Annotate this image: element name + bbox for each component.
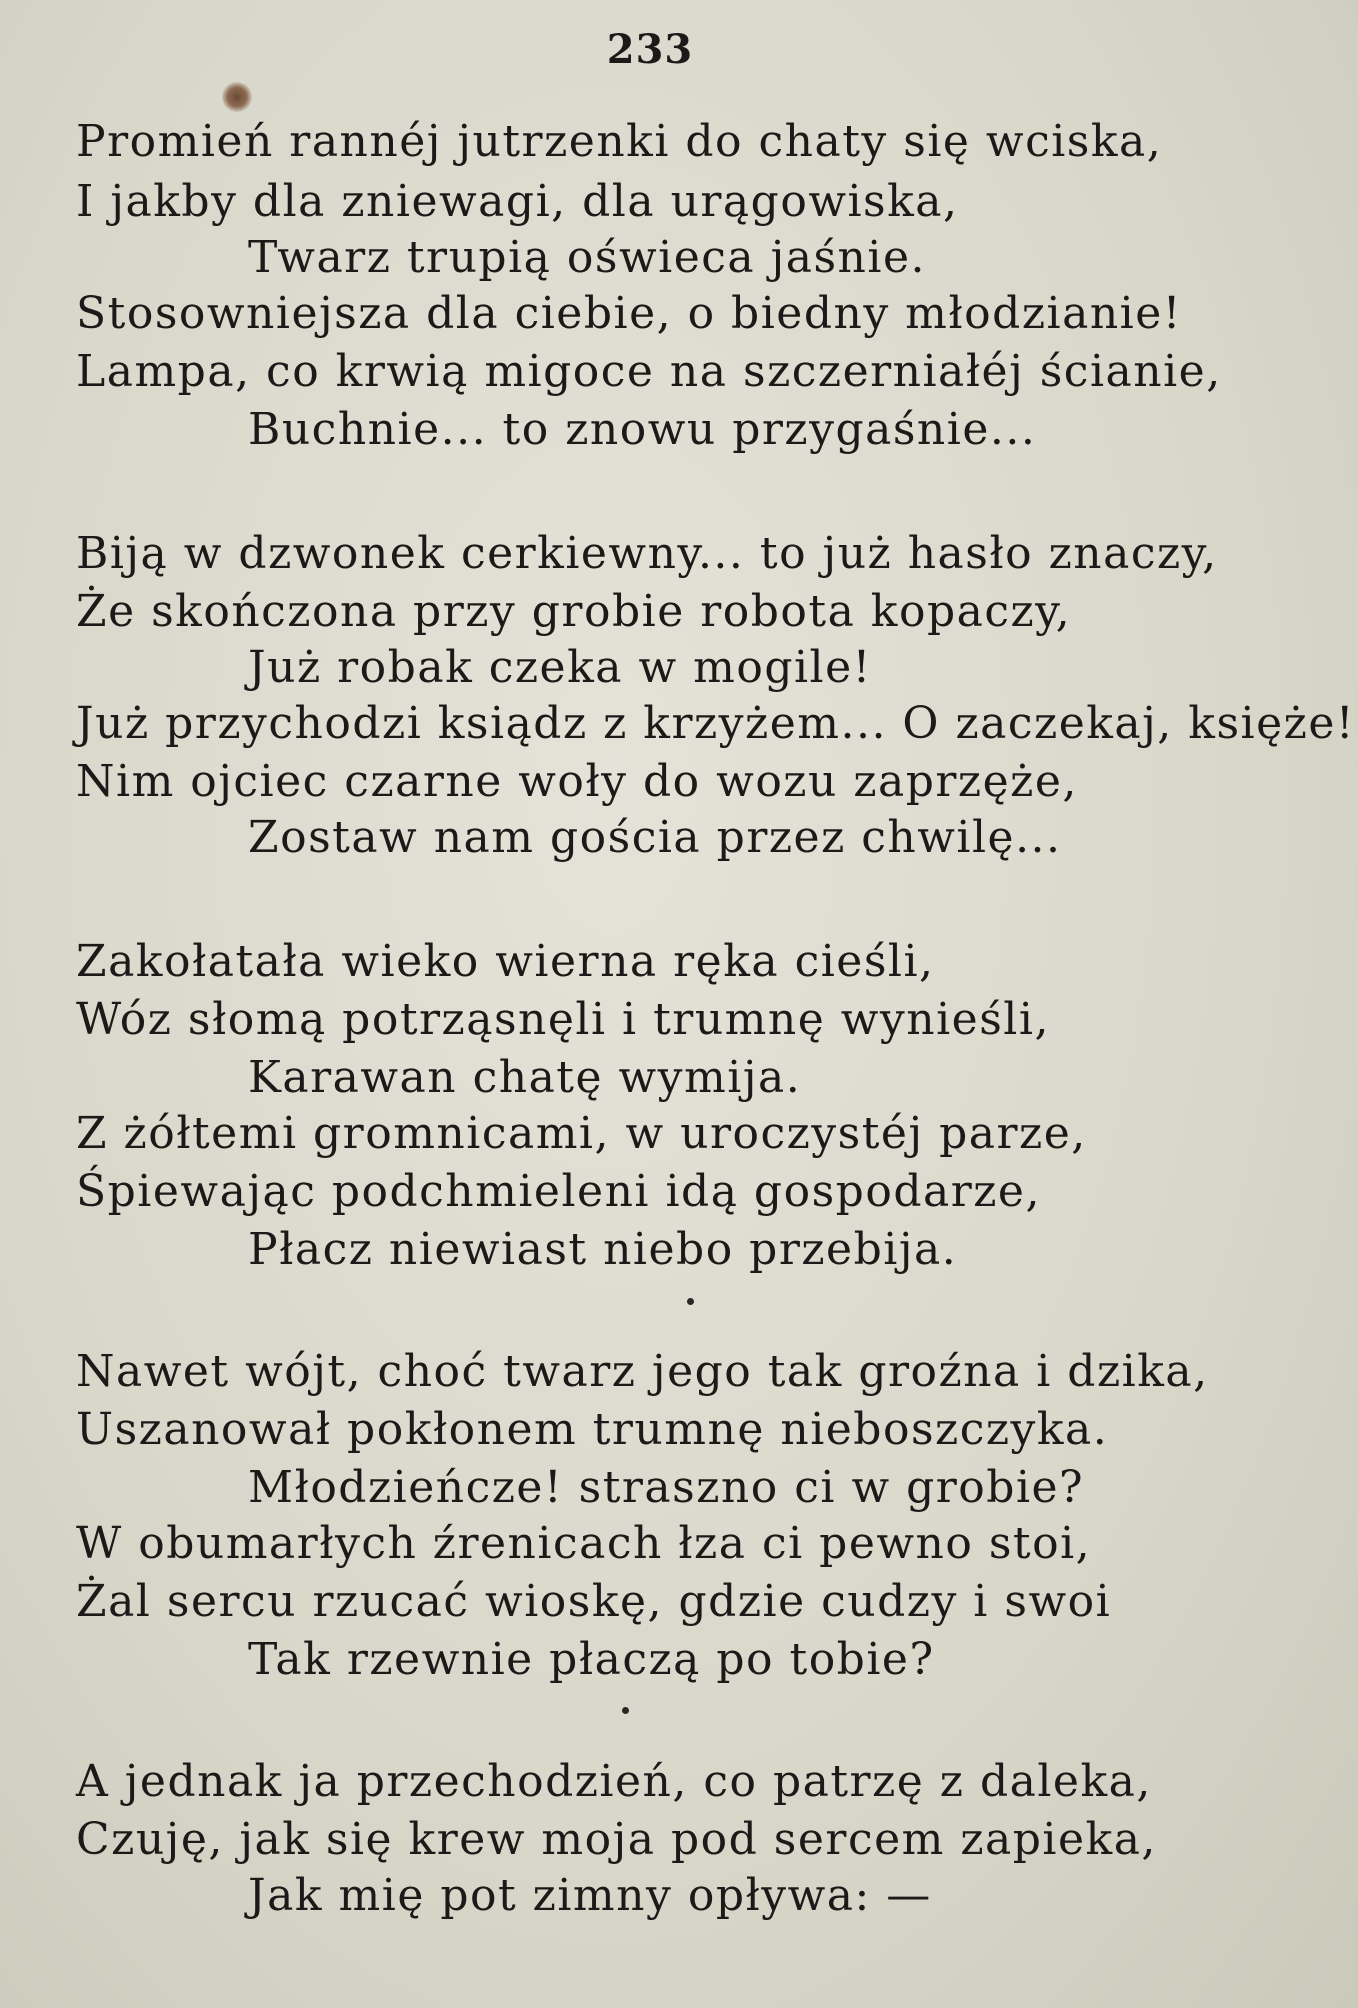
ink-speck: [622, 1707, 629, 1714]
verse-line: Karawan chatę wymija.: [248, 1052, 802, 1103]
verse-line: Stosowniejsza dla ciebie, o biedny młodzianie!: [76, 288, 1182, 339]
verse-line: Śpiewając podchmieleni idą gospodarze,: [76, 1166, 1041, 1217]
verse-line: Nawet wójt, choć twarz jego tak groźna i dzika,: [76, 1346, 1209, 1397]
verse-line: Buchnie... to znowu przygaśnie...: [248, 404, 1037, 455]
verse-line: Nim ojciec czarne woły do wozu zaprzęże,: [76, 756, 1078, 807]
verse-line: Promień rannéj jutrzenki do chaty się wciska,: [76, 116, 1163, 167]
verse-line: Z żółtemi gromnicami, w uroczystéj parze,: [76, 1108, 1087, 1159]
verse-line: Płacz niewiast niebo przebija.: [248, 1224, 958, 1275]
verse-line: Zakołatała wieko wierna ręka cieśli,: [76, 936, 935, 987]
verse-line: Tak rzewnie płaczą po tobie?: [248, 1634, 935, 1685]
verse-line: Twarz trupią oświeca jaśnie.: [248, 232, 926, 283]
verse-line: Już przychodzi ksiądz z krzyżem... O zaczekaj, księże!: [76, 698, 1356, 749]
verse-line: Czuję, jak się krew moja pod sercem zapieka,: [76, 1814, 1157, 1865]
verse-line: Wóz słomą potrząsnęli i trumnę wynieśli,: [76, 994, 1050, 1045]
verse-line: Lampa, co krwią migoce na szczerniałéj ścianie,: [76, 346, 1222, 397]
verse-line: Młodzieńcze! straszno ci w grobie?: [248, 1462, 1085, 1513]
page-number: 233: [606, 26, 694, 73]
verse-line: Już robak czeka w mogile!: [248, 642, 872, 693]
verse-line: Biją w dzwonek cerkiewny... to już hasło znaczy,: [76, 528, 1218, 579]
verse-line: Uszanował pokłonem trumnę nieboszczyka.: [76, 1404, 1109, 1455]
ink-stain: [222, 82, 252, 112]
verse-line: I jakby dla zniewagi, dla urągowiska,: [76, 176, 959, 227]
verse-line: A jednak ja przechodzień, co patrzę z daleka,: [76, 1756, 1152, 1807]
verse-line: Zostaw nam gościa przez chwilę...: [248, 812, 1062, 863]
verse-line: W obumarłych źrenicach łza ci pewno stoi,: [76, 1518, 1092, 1569]
verse-line: Jak mię pot zimny opływa: —: [248, 1870, 932, 1921]
ink-speck: [687, 1298, 694, 1305]
verse-line: Żal sercu rzucać wioskę, gdzie cudzy i swoi: [76, 1576, 1112, 1627]
verse-line: Że skończona przy grobie robota kopaczy,: [76, 586, 1072, 637]
